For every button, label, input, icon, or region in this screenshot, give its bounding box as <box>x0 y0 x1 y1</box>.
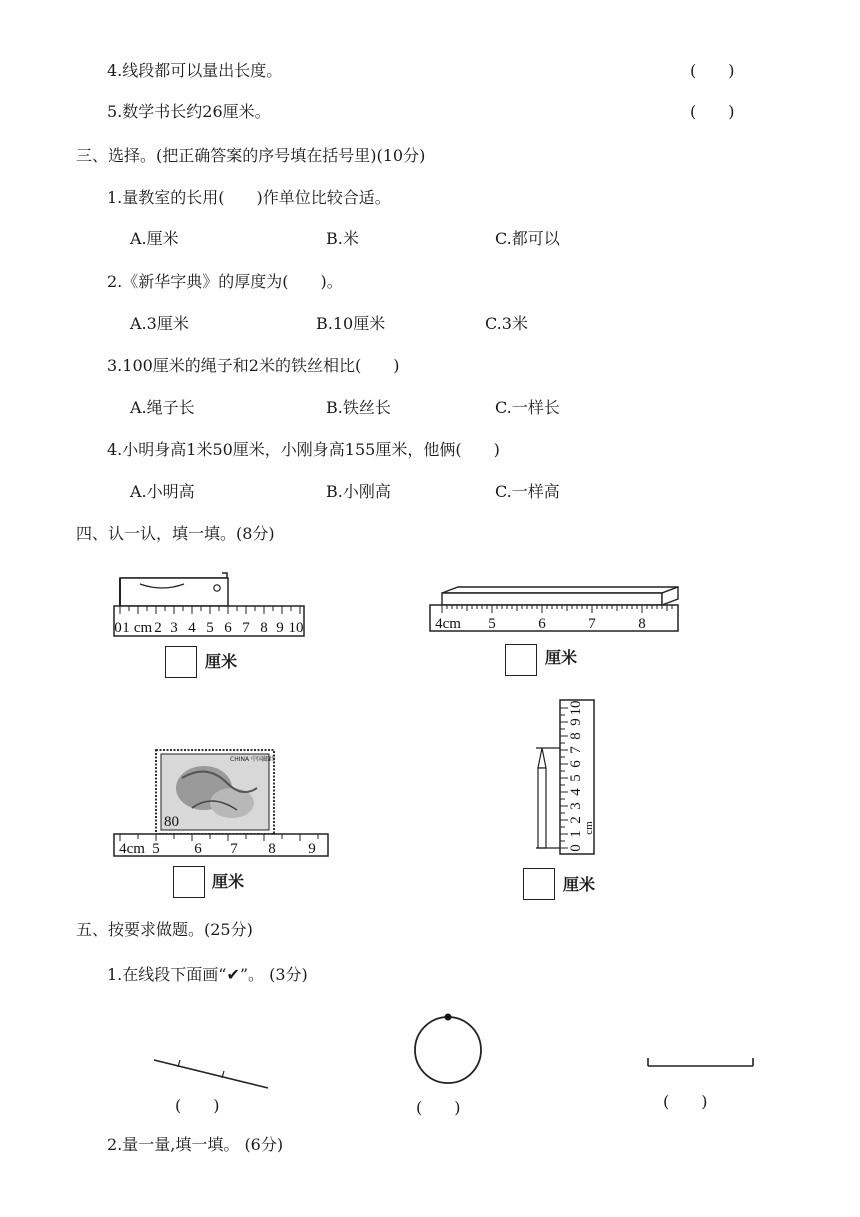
choice-3-option-a[interactable]: A.绳子长 <box>130 398 195 417</box>
answer-box-2[interactable] <box>505 644 537 676</box>
ruler2-label-8: 8 <box>638 616 646 632</box>
ruler4-label-6: 6 <box>568 760 584 768</box>
unit-label-1: 厘米 <box>205 652 238 671</box>
ruler-figure-4 <box>530 698 600 856</box>
choice-question-2: 2.《新华字典》的厚度为( )。 <box>107 272 343 291</box>
ruler4-label-1: 1 <box>568 830 584 838</box>
tf-answer-paren-5[interactable]: ( ) <box>690 102 735 121</box>
segment-figure <box>645 1054 757 1070</box>
answer-box-1[interactable] <box>165 646 197 678</box>
ruler1-label-1: 1 <box>122 620 130 636</box>
ruler4-label-8: 8 <box>568 732 584 740</box>
stamp-value: 80 <box>164 814 179 830</box>
ruler-figure-2 <box>428 585 693 635</box>
tf-answer-paren-4[interactable]: ( ) <box>690 61 735 80</box>
ruler4-label-2: 2 <box>568 816 584 824</box>
ruler3-label-6: 6 <box>194 841 202 857</box>
ruler3-label-8: 8 <box>268 841 276 857</box>
ruler4-label-4: 4 <box>568 788 584 796</box>
tf-question-5: 5.数学书长约26厘米。 <box>107 102 271 121</box>
ruler1-unit: cm <box>133 620 153 636</box>
ruler4-label-3: 3 <box>568 802 584 810</box>
ruler3-label-4cm: 4cm <box>119 841 145 857</box>
ruler1-label-8: 8 <box>260 620 268 636</box>
ruler3-label-5: 5 <box>152 841 160 857</box>
choice-3-option-b[interactable]: B.铁丝长 <box>326 398 391 417</box>
pencil-icon <box>536 748 560 848</box>
ruler2-label-7: 7 <box>588 616 596 632</box>
choice-4-option-a[interactable]: A.小明高 <box>130 482 195 501</box>
choice-question-1: 1.量教室的长用( )作单位比较合适。 <box>107 188 391 207</box>
stamp-brand: CHINA 中国邮政 <box>230 756 275 763</box>
ruler4-label-5: 5 <box>568 774 584 782</box>
ruler2-label-5: 5 <box>488 616 496 632</box>
choice-1-option-b[interactable]: B.米 <box>326 229 359 248</box>
choice-question-3: 3.100厘米的绳子和2米的铁丝相比( ) <box>107 356 400 375</box>
ruler-figure-1 <box>112 570 312 640</box>
ruler1-label-4: 4 <box>188 620 196 636</box>
ruler1-label-5: 5 <box>206 620 214 636</box>
unit-label-4: 厘米 <box>563 875 596 894</box>
pocket-knife-icon <box>120 573 228 606</box>
unit-label-2: 厘米 <box>545 648 578 667</box>
ruler1-label-9: 9 <box>276 620 284 636</box>
ruler1-label-6: 6 <box>224 620 232 636</box>
check-paren-2[interactable]: ( ) <box>416 1098 461 1117</box>
ruler4-label-10: 10 <box>568 700 584 716</box>
tf-question-4: 4.线段都可以量出长度。 <box>107 61 283 80</box>
ruler1-label-10: 10 <box>288 620 304 636</box>
ruler3-label-7: 7 <box>230 841 238 857</box>
slanted-line-figure <box>150 1050 272 1092</box>
choice-3-option-c[interactable]: C.一样长 <box>495 398 560 417</box>
unit-label-3: 厘米 <box>212 872 245 891</box>
ruler4-label-9: 9 <box>568 718 584 726</box>
ruler1-label-7: 7 <box>242 620 250 636</box>
ruler1-label-2: 2 <box>154 620 162 636</box>
ruler4-label-7: 7 <box>568 746 584 754</box>
postage-stamp-icon <box>156 750 275 834</box>
choice-1-option-c[interactable]: C.都可以 <box>495 229 560 248</box>
choice-1-option-a[interactable]: A.厘米 <box>130 229 179 248</box>
section4-title: 四、认一认，填一填。(8分) <box>76 524 275 543</box>
section5-question-2: 2.量一量,填一填。 (6分) <box>107 1135 284 1154</box>
choice-question-4: 4.小明身高1米50厘米，小刚身高155厘米，他俩( ) <box>107 440 500 459</box>
ruler1-label-3: 3 <box>170 620 178 636</box>
wooden-stick-icon <box>442 587 678 605</box>
choice-4-option-c[interactable]: C.一样高 <box>495 482 560 501</box>
circle-figure <box>410 1008 486 1088</box>
choice-2-option-a[interactable]: A.3厘米 <box>130 314 189 333</box>
answer-box-4[interactable] <box>523 868 555 900</box>
answer-box-3[interactable] <box>173 866 205 898</box>
ruler1-label-0: 0 <box>114 620 122 636</box>
choice-2-option-c[interactable]: C.3米 <box>485 314 528 333</box>
section5-title: 五、按要求做题。(25分) <box>76 920 253 939</box>
check-paren-3[interactable]: ( ) <box>663 1092 708 1111</box>
ruler4-label-0: 0 <box>568 844 584 852</box>
ruler-figure-3 <box>112 748 334 860</box>
section3-title: 三、选择。(把正确答案的序号填在括号里)(10分) <box>76 146 426 165</box>
section5-question-1: 1.在线段下面画“✔”。 (3分) <box>107 965 308 984</box>
check-paren-1[interactable]: ( ) <box>175 1096 220 1115</box>
ruler2-label-6: 6 <box>538 616 546 632</box>
ruler3-label-9: 9 <box>308 841 316 857</box>
ruler2-label-4cm: 4cm <box>435 616 461 632</box>
ruler4-unit: cm <box>583 821 595 835</box>
choice-4-option-b[interactable]: B.小刚高 <box>326 482 391 501</box>
choice-2-option-b[interactable]: B.10厘米 <box>316 314 386 333</box>
